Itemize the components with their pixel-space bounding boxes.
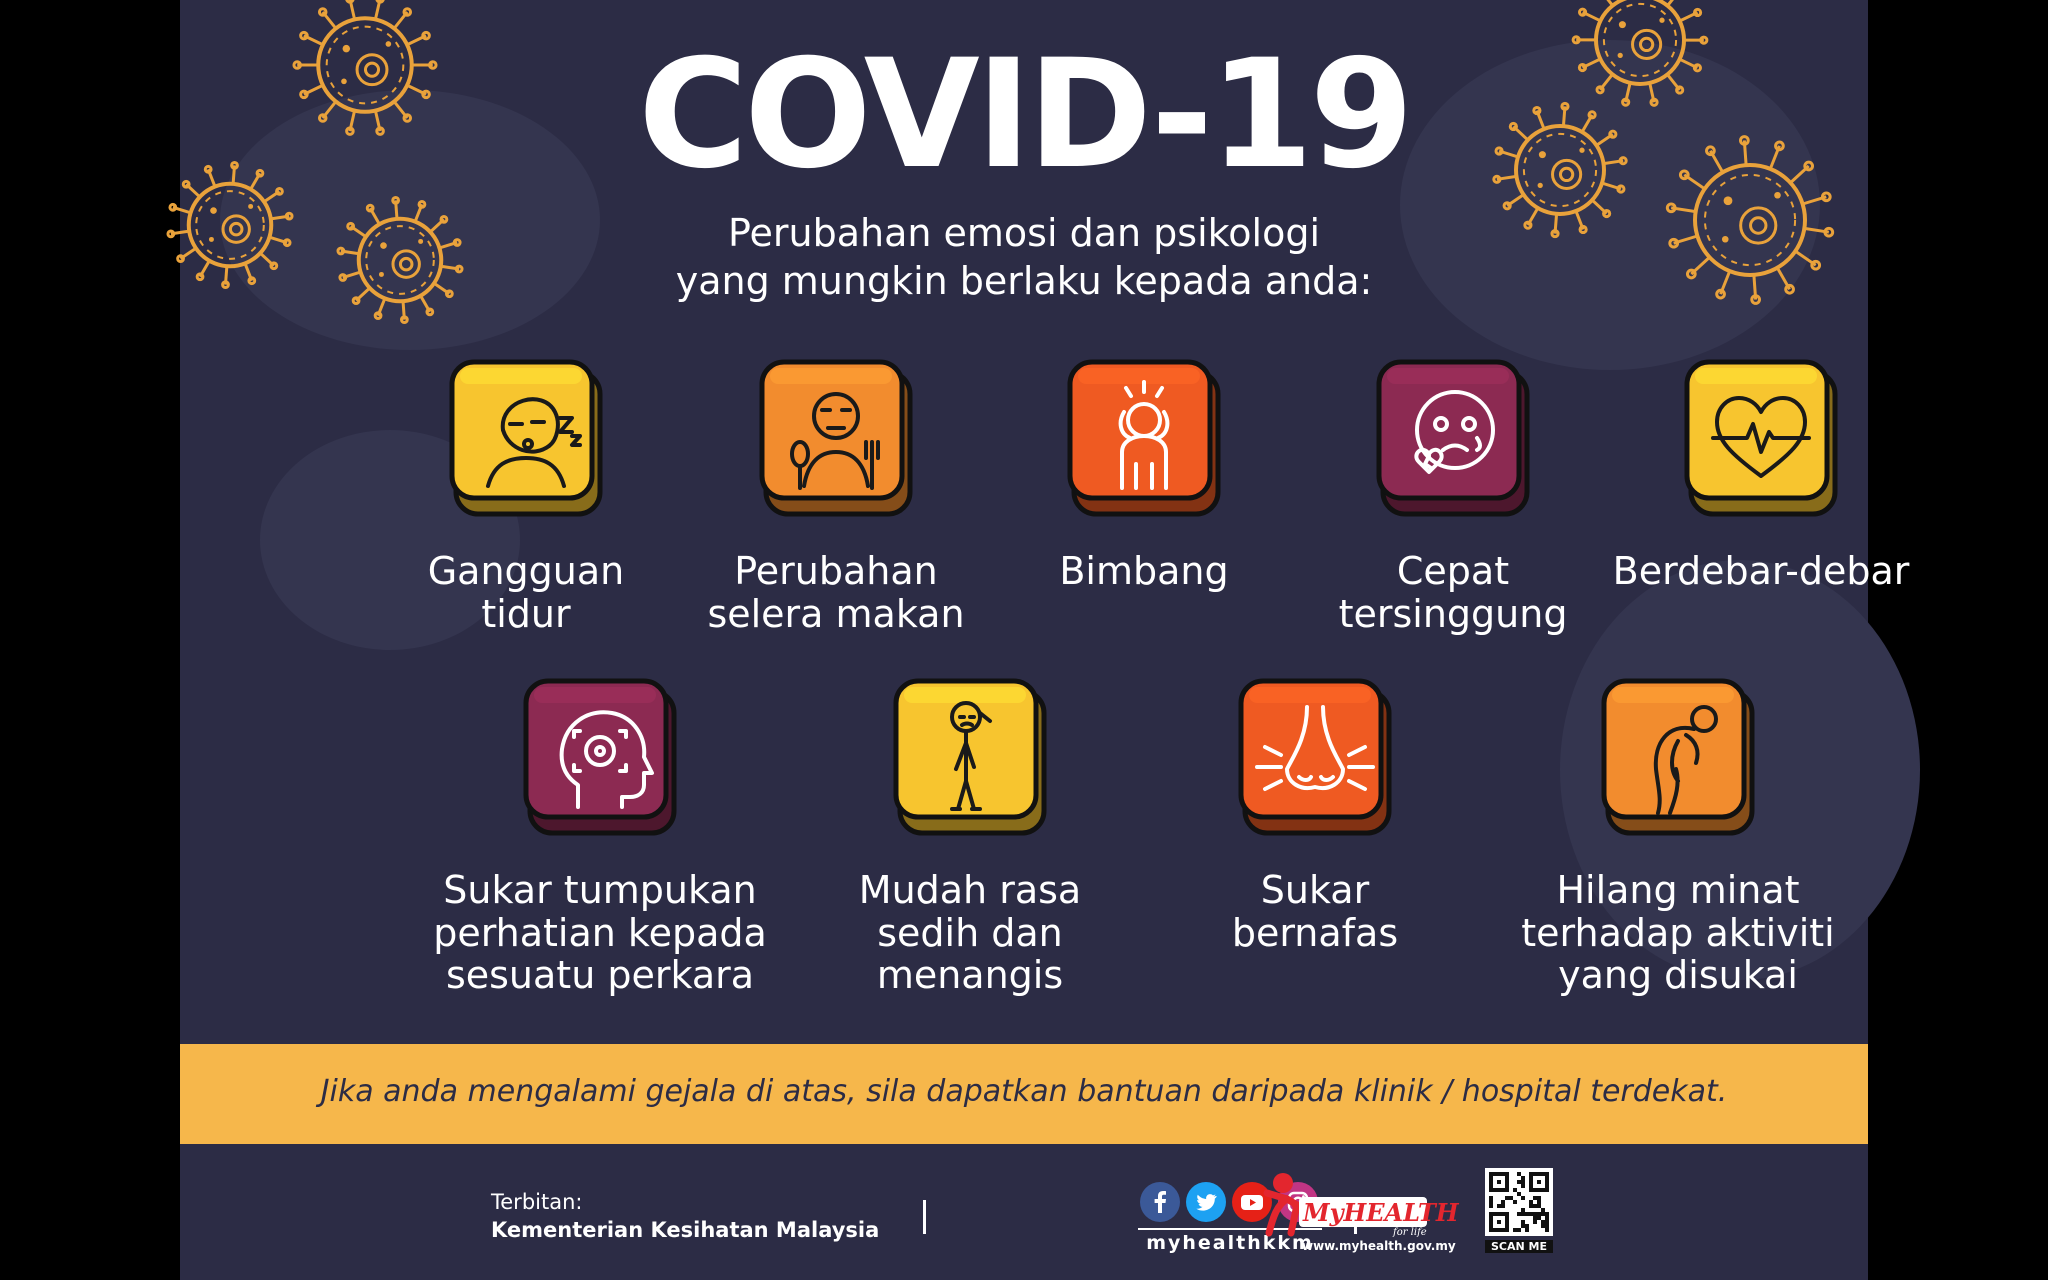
symptom-tile	[448, 358, 604, 518]
sad-standing-person-icon	[892, 677, 1048, 837]
symptom-card-irritable	[1328, 358, 1578, 688]
symptom-tile	[1375, 358, 1531, 518]
label-line: bernafas	[1231, 910, 1399, 955]
publisher-name: Kementerian Kesihatan Malaysia	[491, 1218, 880, 1242]
poster-subtitle	[180, 210, 1868, 305]
label-line: sesuatu perkara	[445, 953, 755, 998]
heartbeat-icon	[1683, 358, 1839, 518]
symptom-card-anxious	[1019, 358, 1269, 688]
footer-divider	[923, 1200, 926, 1234]
crying-face-broken-heart-icon	[1375, 358, 1531, 518]
poster-title: COVID-19	[638, 28, 1410, 202]
symptom-card-sleep	[401, 358, 651, 688]
label-line: Gangguan	[427, 549, 625, 593]
logo-tagline: for life	[1393, 1227, 1427, 1238]
advice-text: Jika anda mengalami gejala di atas, sila dapatkan bantuan daripada klinik / hospital terdekat.	[320, 1074, 1728, 1109]
symptom-card-palpitations	[1612, 358, 1910, 688]
person-with-utensils-icon	[758, 358, 914, 518]
symptom-card-sadness	[845, 677, 1095, 1007]
label-line: tersinggung	[1338, 591, 1568, 636]
label-line: yang disukai	[1558, 953, 1798, 998]
symptom-tile	[1066, 358, 1222, 518]
qr-code[interactable]	[1485, 1168, 1553, 1236]
slumped-person-icon	[1600, 677, 1756, 837]
label-line: Sukar	[1260, 868, 1370, 912]
symptom-label	[1130, 869, 1500, 954]
anxious-person-icon	[1066, 358, 1222, 518]
logo-text: MyHEALTH	[1303, 1198, 1459, 1227]
label-line: tidur	[481, 591, 571, 636]
qr-caption: SCAN ME	[1485, 1240, 1553, 1253]
symptom-label	[1576, 550, 1946, 593]
label-line: Mudah rasa	[858, 868, 1082, 912]
symptom-tile	[1600, 677, 1756, 837]
symptom-card-appetite	[707, 358, 965, 688]
symptom-label	[1493, 869, 1863, 997]
label-line: Sukar tumpukan	[443, 868, 757, 912]
symptom-tile	[522, 677, 678, 837]
symptom-tile	[892, 677, 1048, 837]
label-line: selera makan	[707, 591, 965, 636]
label-line: Cepat	[1396, 549, 1510, 593]
label-line: sedih dan	[877, 910, 1063, 955]
sleeping-face-icon	[448, 358, 604, 518]
label-line: Perubahan	[734, 549, 938, 593]
symptom-tile	[1237, 677, 1393, 837]
symptom-tile	[1683, 358, 1839, 518]
subtitle-line-1: Perubahan emosi dan psikologi	[727, 211, 1321, 255]
nose-icon	[1237, 677, 1393, 837]
symptom-card-loss-of-interest	[1521, 677, 1835, 1007]
label-line: perhatian kepada	[433, 910, 767, 955]
label-line: Hilang minat	[1556, 868, 1800, 912]
symptom-label	[785, 869, 1155, 997]
head-target-icon	[522, 677, 678, 837]
label-line: Bimbang	[1059, 549, 1229, 593]
symptom-label	[415, 869, 785, 997]
subtitle-line-2: yang mungkin berlaku kepada anda:	[675, 258, 1373, 303]
published-by-label: Terbitan:	[491, 1190, 583, 1214]
social-handle[interactable]: myhealthkkm	[1138, 1228, 1322, 1254]
logo-url[interactable]: www.myhealth.gov.my	[1302, 1239, 1456, 1253]
facebook-icon[interactable]	[1140, 1182, 1180, 1222]
label-line: menangis	[876, 953, 1064, 998]
label-line: Berdebar-debar	[1612, 549, 1910, 593]
label-line: terhadap aktiviti	[1521, 910, 1835, 955]
myhealth-logo	[1255, 1163, 1459, 1239]
advice-banner	[180, 1044, 1868, 1144]
poster	[180, 0, 1910, 1280]
symptom-card-breathing	[1190, 677, 1440, 1007]
symptom-card-concentration	[433, 677, 767, 1007]
symptom-tile	[758, 358, 914, 518]
twitter-icon[interactable]	[1186, 1182, 1226, 1222]
